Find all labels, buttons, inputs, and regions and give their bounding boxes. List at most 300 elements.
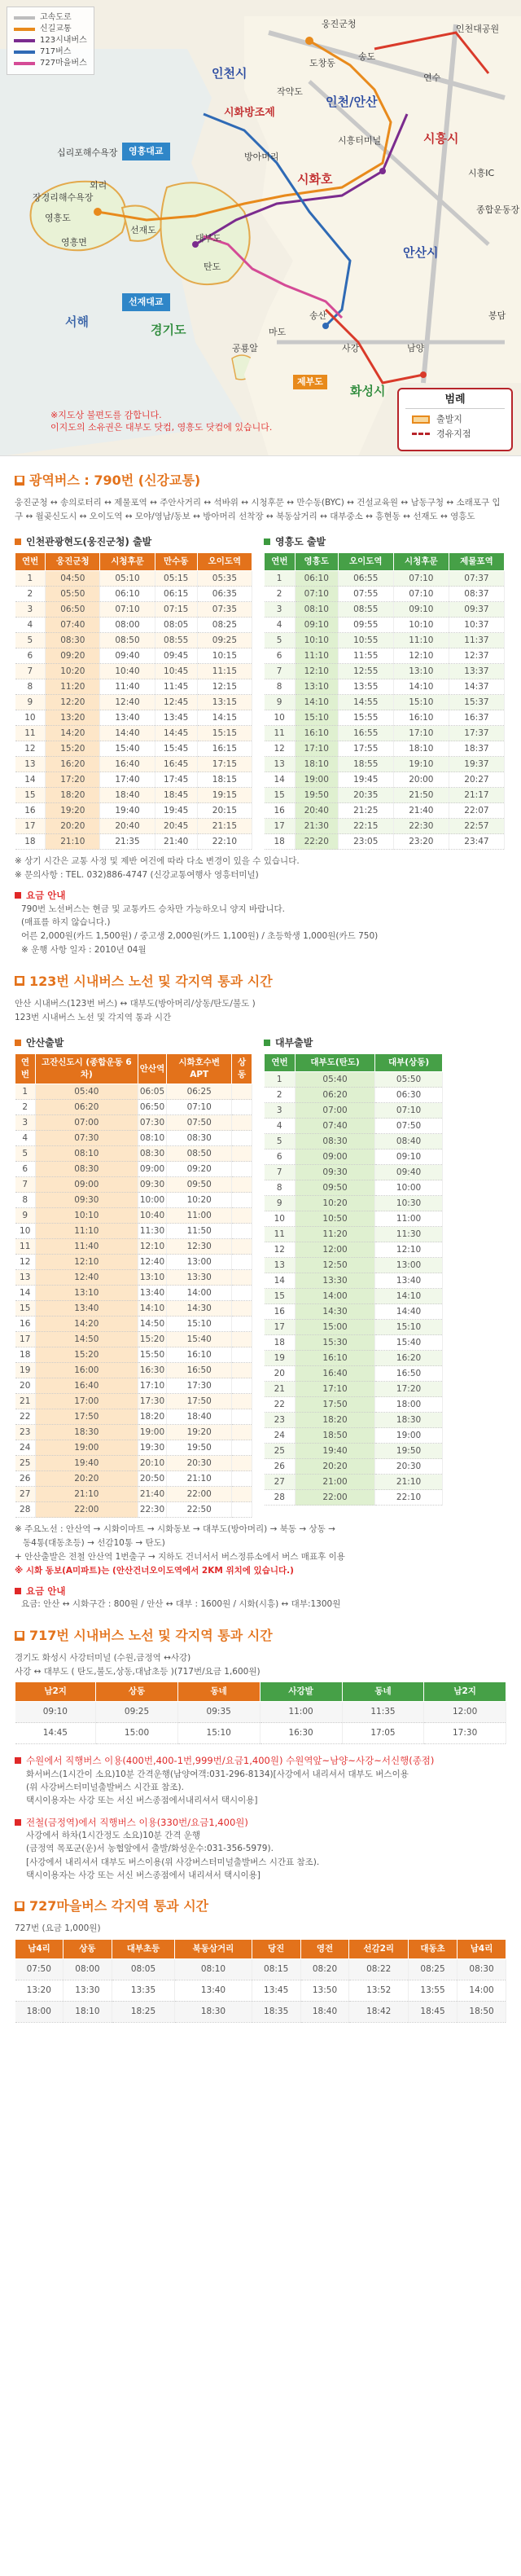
info-line: 택시이용자는 사강 또는 서신 버스종점에서내리셔서 택시이용] <box>26 1796 258 1806</box>
table-cell: 24 <box>265 1428 296 1444</box>
city-siheung: 시흥시 <box>423 131 459 146</box>
table-cell: 13:20 <box>46 710 100 726</box>
table-cell: 13 <box>265 1258 296 1273</box>
table-cell: 17:55 <box>338 741 393 757</box>
table-cell: 8 <box>15 679 46 695</box>
line-legend <box>7 7 94 75</box>
table-cell: 05:10 <box>100 571 155 587</box>
table-cell: 18:45 <box>155 788 197 803</box>
table-cell: 5 <box>15 1146 36 1162</box>
table-cell: 15:10 <box>295 710 338 726</box>
table-row <box>265 803 505 819</box>
table-cell: 19:00 <box>138 1425 166 1440</box>
table-cell: 07:10 <box>393 587 449 602</box>
table-row <box>15 1958 506 1980</box>
table-cell: 15:00 <box>296 1320 375 1335</box>
table-cell: 4 <box>265 1119 296 1134</box>
table-header-cell: 선감2리 <box>349 1939 409 1958</box>
timetable <box>15 552 252 850</box>
table-cell: 16:30 <box>138 1363 166 1378</box>
table-row <box>265 1366 443 1382</box>
table-cell <box>232 1146 252 1162</box>
note-red: ※ 시화 동보(A미파트)는 (안산건너오이도역에서 2KM 위치에 있습니다.) <box>15 1565 294 1576</box>
table-cell: 19:20 <box>46 803 100 819</box>
table-cell: 18:00 <box>375 1397 443 1413</box>
table-cell: 09:10 <box>393 602 449 618</box>
table-cell: 06:50 <box>46 602 100 618</box>
table-cell: 14 <box>265 772 296 788</box>
table-cell: 08:10 <box>175 1958 252 1980</box>
table-row <box>15 618 252 633</box>
table-cell: 18 <box>265 1335 296 1351</box>
table-cell: 08:30 <box>296 1134 375 1150</box>
table-cell: 15:40 <box>100 741 155 757</box>
table-cell: 05:35 <box>197 571 252 587</box>
table-cell: 13:10 <box>138 1270 166 1286</box>
table-cell: 4 <box>265 618 296 633</box>
table-cell: 13:00 <box>375 1258 443 1273</box>
table-cell: 17:30 <box>167 1378 232 1394</box>
table-cell: 22:07 <box>449 803 504 819</box>
section-title-text: 727마을버스 각지역 통과 시간 <box>29 1898 209 1914</box>
table-row <box>15 1471 252 1487</box>
table-cell: 08:05 <box>112 1958 174 1980</box>
table-cell: 22 <box>265 1397 296 1413</box>
notes <box>15 855 506 882</box>
place-label: 작약도 <box>277 86 303 97</box>
table-cell: 14:00 <box>296 1289 375 1304</box>
table-cell: 6 <box>15 648 46 664</box>
table-cell: 3 <box>15 1115 36 1131</box>
bullet-icon: ■ <box>15 1631 24 1640</box>
table-row <box>15 602 252 618</box>
table-row <box>265 1227 443 1242</box>
map-legend-box <box>397 388 513 451</box>
table-cell: 11:50 <box>167 1224 232 1239</box>
table-cell: 20:20 <box>35 1471 138 1487</box>
table-cell: 06:30 <box>375 1088 443 1103</box>
table-cell: 13:35 <box>112 1980 174 2001</box>
table-cell: 12:40 <box>100 695 155 710</box>
timetable <box>264 1053 443 1506</box>
table-row <box>265 1475 443 1490</box>
table-cell: 14:20 <box>46 726 100 741</box>
table-cell: 19:40 <box>296 1444 375 1459</box>
route-description: 727번 (요금 1,000원) <box>15 1923 101 1934</box>
table-cell: 21:10 <box>167 1471 232 1487</box>
table-row <box>265 1103 443 1119</box>
table-cell: 14:45 <box>155 726 197 741</box>
table-cell: 15:55 <box>338 710 393 726</box>
table-title <box>264 1036 443 1050</box>
table-row <box>15 788 252 803</box>
table-cell: 12:50 <box>296 1258 375 1273</box>
table-cell: 11:15 <box>197 664 252 679</box>
table-row <box>265 1072 443 1088</box>
table-cell: 16 <box>15 803 46 819</box>
table-row <box>265 1273 443 1289</box>
table-cell: 21:25 <box>338 803 393 819</box>
table-row <box>265 633 505 648</box>
section-title-text: 717번 시내버스 노선 및 각지역 통과 시간 <box>29 1628 273 1644</box>
timetable-block <box>15 529 252 851</box>
table-cell: 16:50 <box>375 1366 443 1382</box>
table-cell: 11:40 <box>100 679 155 695</box>
table-cell: 08:22 <box>349 1958 409 1980</box>
table-cell: 21 <box>265 1382 296 1397</box>
table-cell: 17:10 <box>138 1378 166 1394</box>
place-label: 웅진군청 <box>322 19 357 29</box>
table-cell: 13:15 <box>197 695 252 710</box>
place-label: 시흥IC <box>468 168 495 178</box>
table-cell: 15 <box>265 1289 296 1304</box>
table-cell: 07:10 <box>295 587 338 602</box>
table-cell: 14:10 <box>295 695 338 710</box>
table-cell: 22:00 <box>167 1487 232 1502</box>
place-label: 십리포해수욕장 <box>57 147 118 158</box>
legend-label: 신길교통 <box>40 24 72 33</box>
table-cell <box>232 1162 252 1177</box>
table-cell: 17:40 <box>100 772 155 788</box>
place-label: 종합운동장 <box>476 204 520 215</box>
table-cell: 8 <box>265 679 296 695</box>
table-header-cell: 동네 <box>342 1681 424 1701</box>
section-title <box>15 1897 506 1915</box>
table-cell: 21:35 <box>100 834 155 850</box>
table-cell: 13:40 <box>375 1273 443 1289</box>
table-cell: 05:40 <box>35 1084 138 1100</box>
table-row <box>15 1487 252 1502</box>
table-cell: 10:00 <box>138 1193 166 1208</box>
section-title <box>15 972 506 991</box>
table-cell: 10:15 <box>197 648 252 664</box>
table-cell: 7 <box>15 664 46 679</box>
table-row <box>15 1317 252 1332</box>
table-row <box>15 1270 252 1286</box>
legend-label: 717버스 <box>40 46 72 56</box>
table-cell: 7 <box>15 1177 36 1193</box>
table-cell: 13:40 <box>35 1301 138 1317</box>
table-cell: 07:55 <box>338 587 393 602</box>
table-cell: 06:50 <box>138 1100 166 1115</box>
table-cell: 23 <box>15 1425 36 1440</box>
table-cell: 10 <box>15 1224 36 1239</box>
table-cell: 08:25 <box>197 618 252 633</box>
table-row <box>265 618 505 633</box>
table-row <box>15 1146 252 1162</box>
table-cell: 22:50 <box>167 1502 232 1518</box>
table-cell: 5 <box>265 1134 296 1150</box>
table-row <box>265 664 505 679</box>
table-header-cell: 연번 <box>265 1054 296 1072</box>
table-cell: 14:20 <box>35 1317 138 1332</box>
table-cell: 1 <box>265 1072 296 1088</box>
table-cell: 18:30 <box>375 1413 443 1428</box>
section-title <box>15 1626 506 1645</box>
table-cell: 22:57 <box>449 819 504 834</box>
table-cell: 22:10 <box>375 1490 443 1506</box>
table-cell: 18:40 <box>300 2001 349 2022</box>
place-label: 연수 <box>423 73 441 83</box>
table-cell: 12:10 <box>35 1255 138 1270</box>
table-cell: 09:45 <box>155 648 197 664</box>
table-cell: 17:10 <box>393 726 449 741</box>
table-cell <box>232 1487 252 1502</box>
table-row <box>15 648 252 664</box>
table-cell: 10:40 <box>100 664 155 679</box>
info-body <box>15 1768 506 1808</box>
table-header-cell: 상동 <box>63 1939 112 1958</box>
table-cell: 11:55 <box>338 648 393 664</box>
table-cell: 15:20 <box>46 741 100 757</box>
table-header-cell: 시화호수변 APT <box>167 1054 232 1084</box>
timetable-block <box>15 1030 252 1519</box>
table-row <box>15 1193 252 1208</box>
table-cell: 10:20 <box>46 664 100 679</box>
table-cell: 22:30 <box>138 1502 166 1518</box>
table-cell: 16:15 <box>197 741 252 757</box>
table-cell: 27 <box>15 1487 36 1502</box>
table-cell: 19:00 <box>375 1428 443 1444</box>
table-cell: 16 <box>265 803 296 819</box>
table-cell: 13:55 <box>338 679 393 695</box>
table-cell: 10:20 <box>296 1196 375 1211</box>
table-row <box>15 1162 252 1177</box>
route-line: 안산 시내버스(123번 버스) ↔ 대부도(방아머리/상동/탄도/불도 ) <box>15 999 256 1009</box>
table-row <box>265 1196 443 1211</box>
table-cell: 13:30 <box>296 1273 375 1289</box>
table-cell: 1 <box>15 571 46 587</box>
table-cell: 06:05 <box>138 1084 166 1100</box>
sea-seohae: 서해 <box>65 314 89 329</box>
table-cell: 20:30 <box>375 1459 443 1475</box>
table-cell: 21:30 <box>295 819 338 834</box>
table-cell: 12:10 <box>393 648 449 664</box>
table-cell: 17:10 <box>295 741 338 757</box>
route-map <box>0 0 521 456</box>
table-cell: 6 <box>265 648 296 664</box>
table-header-cell: 연번 <box>15 553 46 571</box>
table-cell: 2 <box>265 587 296 602</box>
section-title-text: 123번 시내버스 노선 및 각지역 통과 시간 <box>29 973 273 989</box>
table-cell: 12 <box>15 1255 36 1270</box>
table-header-cell: 대동초 <box>408 1939 457 1958</box>
table-cell: 13:37 <box>449 664 504 679</box>
table-cell <box>232 1471 252 1487</box>
table-cell: 15:40 <box>167 1332 232 1347</box>
table-cell: 13 <box>15 1270 36 1286</box>
table-cell: 17:30 <box>424 1723 506 1744</box>
table-cell: 13:10 <box>295 679 338 695</box>
table-cell: 22:20 <box>295 834 338 850</box>
table-cell: 14:30 <box>296 1304 375 1320</box>
bullet-icon: ■ <box>15 476 24 485</box>
table-row <box>265 1397 443 1413</box>
table-header-cell: 대부초등 <box>112 1939 174 1958</box>
table-cell: 11:00 <box>375 1211 443 1227</box>
table-cell: 18:10 <box>63 2001 112 2022</box>
table-cell: 08:05 <box>155 618 197 633</box>
fare-title <box>15 1585 506 1598</box>
table-row <box>15 2001 506 2022</box>
table-cell: 1 <box>265 571 296 587</box>
table-cell: 09:00 <box>35 1177 138 1193</box>
table-cell: 18:00 <box>15 2001 63 2022</box>
table-cell: 06:20 <box>35 1100 138 1115</box>
note: ※ 문의사항 : TEL. 032)886-4747 (신강교통여행사 영흥터미널) <box>15 870 259 881</box>
table-cell: 07:30 <box>35 1131 138 1146</box>
table-cell <box>232 1270 252 1286</box>
table-row <box>265 1242 443 1258</box>
table-cell: 16:40 <box>35 1378 138 1394</box>
table-cell: 15:50 <box>138 1347 166 1363</box>
table-cell: 19:20 <box>167 1425 232 1440</box>
fare-line: 어른 2,000원(카드 1,500원) / 중고생 2,000원(카드 1,100원) / 초등학생 1,000원(카드 750) <box>21 931 379 942</box>
table-cell: 11:20 <box>296 1227 375 1242</box>
table-cell: 19:37 <box>449 757 504 772</box>
table-cell: 9 <box>15 695 46 710</box>
table-cell: 06:10 <box>295 571 338 587</box>
legend-row <box>14 24 87 35</box>
table-cell: 08:40 <box>375 1134 443 1150</box>
legend-label: 고속도로 <box>40 12 72 22</box>
place-label: 도창동 <box>309 58 335 68</box>
table-row <box>15 1131 252 1146</box>
note: ※ 주요노선 : 안산역 → 시화이마트 → 시화동보 → 대부도(방아머리) → 북동 → 상동 → <box>15 1524 335 1535</box>
city-sihwa-dam: 시화방조제 <box>224 107 275 119</box>
table-cell: 16:10 <box>167 1347 232 1363</box>
table-cell: 08:00 <box>100 618 155 633</box>
table-cell: 14 <box>15 1286 36 1301</box>
table-cell: 09:30 <box>296 1165 375 1180</box>
table-cell: 18:10 <box>393 741 449 757</box>
table-cell: 11:10 <box>295 648 338 664</box>
table-cell <box>232 1239 252 1255</box>
table-cell: 15:45 <box>155 741 197 757</box>
legend-row <box>14 35 87 46</box>
table-row <box>265 741 505 757</box>
table-cell: 20:27 <box>449 772 504 788</box>
table-cell: 10 <box>265 1211 296 1227</box>
table-cell: 12:55 <box>338 664 393 679</box>
table-row <box>15 757 252 772</box>
table-cell: 13:10 <box>393 664 449 679</box>
timetable <box>264 552 505 850</box>
table-cell: 14:10 <box>393 679 449 695</box>
table-cell: 07:00 <box>35 1115 138 1131</box>
table-cell: 9 <box>265 695 296 710</box>
table-cell: 18:35 <box>252 2001 300 2022</box>
table-cell: 18:25 <box>112 2001 174 2022</box>
table-cell: 15 <box>15 1301 36 1317</box>
note: ※ 상기 시간은 교통 사정 및 제반 여건에 따라 다소 변경이 있을 수 있습니다. <box>15 856 300 867</box>
table-cell: 19:45 <box>155 803 197 819</box>
table-cell: 20:30 <box>167 1456 232 1471</box>
table-title-text: 영흥도 출발 <box>275 535 326 547</box>
table-row <box>15 1347 252 1363</box>
table-cell: 17:20 <box>375 1382 443 1397</box>
table-row <box>15 1224 252 1239</box>
table-row <box>15 803 252 819</box>
table-cell: 14:50 <box>138 1317 166 1332</box>
table-cell: 09:10 <box>15 1702 96 1723</box>
table-cell: 11:10 <box>393 633 449 648</box>
route-description <box>15 1651 506 1678</box>
table-cell: 22:00 <box>296 1490 375 1506</box>
table-cell <box>232 1177 252 1193</box>
city-sihwaho: 시화호 <box>297 172 333 187</box>
table-row <box>265 1119 443 1134</box>
table-cell: 14:55 <box>338 695 393 710</box>
table-cell: 15:10 <box>167 1317 232 1332</box>
table-cell: 20:40 <box>100 819 155 834</box>
table-cell: 19:15 <box>197 788 252 803</box>
table-title <box>15 1036 252 1050</box>
table-cell: 3 <box>265 1103 296 1119</box>
table-cell: 18:37 <box>449 741 504 757</box>
table-cell: 19:50 <box>167 1440 232 1456</box>
table-cell: 12:00 <box>424 1702 506 1723</box>
table-cell: 14:45 <box>15 1723 96 1744</box>
table-cell: 08:30 <box>46 633 100 648</box>
table-cell <box>232 1425 252 1440</box>
legend-row <box>14 12 87 24</box>
table-cell: 15:00 <box>96 1723 178 1744</box>
table-cell: 21:40 <box>138 1487 166 1502</box>
table-cell: 12:37 <box>449 648 504 664</box>
bullet-icon: ■ <box>15 976 24 985</box>
legend-label: 출발지 <box>436 413 462 424</box>
place-label: 마도 <box>269 327 287 337</box>
table-cell: 22 <box>15 1409 36 1425</box>
table-cell: 6 <box>265 1150 296 1165</box>
notes <box>15 1523 506 1577</box>
table-cell: 26 <box>15 1471 36 1487</box>
table-cell: 16:40 <box>100 757 155 772</box>
table-header-cell: 사강발 <box>260 1681 342 1701</box>
table-header-cell: 북동삼거리 <box>175 1939 252 1958</box>
table-cell: 07:37 <box>449 571 504 587</box>
table-cell: 4 <box>15 1131 36 1146</box>
table-cell: 18:30 <box>35 1425 138 1440</box>
legend-row <box>405 412 505 427</box>
table-row <box>265 1150 443 1165</box>
table-cell: 5 <box>15 633 46 648</box>
route-line: 123번 시내버스 노선 및 각지역 통과 시간 <box>15 1012 172 1022</box>
legend-label: 경유지점 <box>436 428 471 439</box>
table-row <box>15 834 252 850</box>
table-cell: 08:30 <box>458 1958 506 1980</box>
table-cell: 15:40 <box>375 1335 443 1351</box>
table-cell: 19:50 <box>375 1444 443 1459</box>
table-cell: 12 <box>265 741 296 757</box>
table-row <box>265 726 505 741</box>
table-cell: 13:00 <box>167 1255 232 1270</box>
table-cell: 12:10 <box>138 1239 166 1255</box>
table-row <box>265 1134 443 1150</box>
place-label: 인천대공원 <box>456 24 500 34</box>
table-cell: 22:10 <box>197 834 252 850</box>
table-row <box>265 834 505 850</box>
table-row <box>15 1378 252 1394</box>
table-row <box>265 772 505 788</box>
section-717 <box>0 1626 521 1882</box>
table-row <box>265 1459 443 1475</box>
table-cell <box>232 1286 252 1301</box>
table-row <box>265 1320 443 1335</box>
province-gyeonggi: 경기도 <box>151 323 186 337</box>
table-cell: 14:15 <box>197 710 252 726</box>
